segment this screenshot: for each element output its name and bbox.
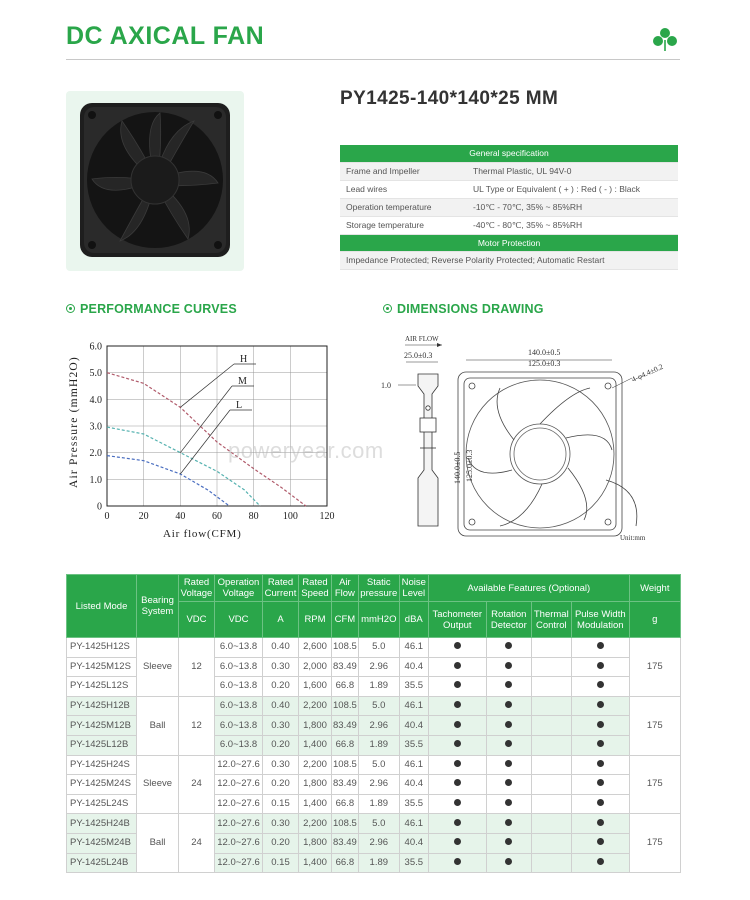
bullet-dot-icon [505,819,512,826]
unit-vdc: VDC [215,602,263,638]
legend-leader-H [180,364,234,407]
bullet-dot-icon [454,779,461,786]
cell-tachometer [428,657,486,677]
cell-pressure: 5.0 [358,755,399,775]
cell-thermal [531,853,571,873]
cell-pwm [571,677,629,697]
table-row [67,814,681,834]
cell-pressure: 1.89 [358,735,399,755]
bullet-dot-icon [454,740,461,747]
fan-front-view [458,372,637,536]
cell-airflow: 66.8 [332,735,359,755]
y-tick-label: 2.0 [89,448,102,460]
col-rated-current: Rated Current [263,575,299,602]
cell-op-voltage: 12.0~27.6 [215,833,263,853]
fan-side-view [418,374,438,526]
depth-dim: 25.0±0.3 [404,351,433,360]
cell-current: 0.20 [263,833,299,853]
spec-label: Operation temperature [340,198,467,216]
cell-speed: 1,600 [299,677,332,697]
x-tick-label: 20 [138,511,149,522]
table-row [67,696,681,716]
unit-dba: dBA [399,602,428,638]
cell-bearing: Ball [137,814,179,873]
y-tick-label: 0 [97,501,102,513]
cell-bearing: Ball [137,696,179,755]
cell-tachometer [428,833,486,853]
feature-tachometer: Tachometer Output [428,602,486,638]
cell-mode: PY-1425M12S [67,657,137,677]
cell-pwm [571,814,629,834]
cell-mode: PY-1425L24B [67,853,137,873]
cell-thermal [531,638,571,658]
cell-rotation [486,657,531,677]
cell-pwm [571,833,629,853]
bullet-dot-icon [454,642,461,649]
chart-grid [107,346,327,506]
bullet-dot-icon [597,642,604,649]
unit-label: Unit:mm [620,534,646,542]
cell-bearing: Sleeve [137,638,179,697]
spec-value: UL Type or Equivalent ( + ) : Red ( - ) : Black [467,180,678,198]
bullet-dot-icon [454,819,461,826]
cell-pwm [571,775,629,795]
cell-current: 0.15 [263,853,299,873]
cell-pressure: 2.96 [358,657,399,677]
cell-tachometer [428,638,486,658]
cell-pressure: 5.0 [358,814,399,834]
cell-pwm [571,794,629,814]
bullet-dot-icon [505,662,512,669]
hole-dim: 4-φ4.4±0.2 [630,361,665,384]
spec-value: -40℃ - 80℃, 35% ~ 85%RH [467,216,678,234]
cell-current: 0.30 [263,716,299,736]
cell-rotation [486,677,531,697]
series-line-L [107,456,229,506]
target-icon [66,304,75,313]
cell-speed: 1,800 [299,716,332,736]
cell-pressure: 5.0 [358,638,399,658]
cell-rotation [486,814,531,834]
unit-cfm: CFM [332,602,359,638]
bullet-dot-icon [597,799,604,806]
cell-thermal [531,794,571,814]
cell-op-voltage: 12.0~27.6 [215,794,263,814]
cell-current: 0.30 [263,657,299,677]
cell-mode: PY-1425L24S [67,794,137,814]
title-divider [66,59,680,60]
cell-pressure: 5.0 [358,696,399,716]
cell-thermal [531,814,571,834]
cell-rotation [486,755,531,775]
cell-pwm [571,755,629,775]
cell-noise: 35.5 [399,735,428,755]
product-model: PY1425-140*140*25 MM [340,88,559,109]
cell-pwm [571,853,629,873]
cell-pressure: 1.89 [358,677,399,697]
cell-noise: 35.5 [399,794,428,814]
bullet-dot-icon [505,721,512,728]
cell-noise: 46.1 [399,638,428,658]
performance-heading-label: PERFORMANCE CURVES [80,302,237,316]
cell-airflow: 66.8 [332,677,359,697]
dimensions-heading [383,302,544,316]
target-icon [383,304,392,313]
bullet-dot-icon [454,760,461,767]
cell-airflow: 108.5 [332,814,359,834]
cell-op-voltage: 12.0~27.6 [215,814,263,834]
bullet-dot-icon [597,858,604,865]
col-static-pressure: Static pressure [358,575,399,602]
cell-noise: 46.1 [399,696,428,716]
cell-noise: 35.5 [399,853,428,873]
feature-table [66,574,681,873]
cell-tachometer [428,696,486,716]
x-tick-label: 60 [212,511,222,522]
bullet-dot-icon [505,740,512,747]
cell-tachometer [428,814,486,834]
cell-tachometer [428,716,486,736]
cell-voltage: 12 [179,638,215,697]
cell-current: 0.30 [263,755,299,775]
cell-mode: PY-1425M24S [67,775,137,795]
cell-pressure: 1.89 [358,853,399,873]
x-tick-label: 80 [248,511,259,522]
cell-pwm [571,638,629,658]
cell-tachometer [428,775,486,795]
spec-label: Frame and Impeller [340,162,467,180]
col-weight: Weight [629,575,680,602]
cell-op-voltage: 12.0~27.6 [215,755,263,775]
col-features: Available Features (Optional) [428,575,629,602]
cell-mode: PY-1425H12S [67,638,137,658]
fan-photo-icon [66,91,244,271]
cell-rotation [486,833,531,853]
bullet-dot-icon [454,681,461,688]
cell-speed: 2,000 [299,657,332,677]
x-tick-label: 120 [319,511,335,522]
cell-pressure: 2.96 [358,833,399,853]
cell-speed: 2,200 [299,696,332,716]
airflow-label: AIR FLOW [405,335,439,343]
cell-weight: 175 [629,755,680,814]
cell-noise: 35.5 [399,677,428,697]
cell-airflow: 83.49 [332,657,359,677]
y-tick-label: 5.0 [89,368,102,380]
unit-vdc: VDC [179,602,215,638]
cell-thermal [531,735,571,755]
cell-op-voltage: 6.0~13.8 [215,677,263,697]
cell-tachometer [428,677,486,697]
cell-noise: 40.4 [399,833,428,853]
performance-heading [66,302,237,316]
bullet-dot-icon [505,681,512,688]
x-tick-label: 40 [175,511,186,522]
spec-label: Storage temperature [340,216,467,234]
page-title: DC AXICAL FAN [66,22,265,50]
bullet-dot-icon [505,701,512,708]
fan-photo [66,91,244,271]
cell-current: 0.20 [263,677,299,697]
cell-mode: PY-1425H12B [67,696,137,716]
cell-airflow: 83.49 [332,833,359,853]
cell-speed: 1,400 [299,794,332,814]
x-axis-label: Air flow(CFM) [163,528,242,540]
cell-airflow: 83.49 [332,775,359,795]
bullet-dot-icon [505,779,512,786]
bullet-dot-icon [597,819,604,826]
cell-noise: 40.4 [399,657,428,677]
feature-rotation: Rotation Detector [486,602,531,638]
cell-thermal [531,677,571,697]
spec-label: Lead wires [340,180,467,198]
cell-voltage: 12 [179,696,215,755]
col-listed-mode: Listed Mode [67,575,137,638]
cell-noise: 46.1 [399,755,428,775]
cell-airflow: 108.5 [332,696,359,716]
cell-current: 0.40 [263,638,299,658]
cell-voltage: 24 [179,755,215,814]
spec-value: -10℃ - 70℃, 35% ~ 85%RH [467,198,678,216]
cell-weight: 175 [629,696,680,755]
hole-spacing-dim: 125.0±0.3 [528,359,561,368]
dimensions-heading-label: DIMENSIONS DRAWING [397,302,544,316]
spec-motor-text: Impedance Protected; Reverse Polarity Protected; Automatic Restart [340,251,678,269]
cell-pwm [571,696,629,716]
cell-current: 0.40 [263,696,299,716]
cell-pwm [571,657,629,677]
bullet-dot-icon [505,642,512,649]
cell-rotation [486,735,531,755]
cell-weight: 175 [629,638,680,697]
cell-speed: 2,600 [299,638,332,658]
cell-rotation [486,696,531,716]
legend-label-H: H [240,354,248,365]
bullet-dot-icon [597,701,604,708]
cell-pressure: 1.89 [358,794,399,814]
cell-thermal [531,775,571,795]
cell-op-voltage: 6.0~13.8 [215,716,263,736]
bullet-dot-icon [505,838,512,845]
bullet-dot-icon [597,779,604,786]
cell-mode: PY-1425M12B [67,716,137,736]
unit-a: A [263,602,299,638]
flange-dim: 1.0 [381,381,391,390]
cell-thermal [531,657,571,677]
y-tick-label: 3.0 [89,421,102,433]
cell-rotation [486,794,531,814]
cell-tachometer [428,794,486,814]
clover-logo-icon [650,26,680,52]
legend-label-L: L [236,400,243,411]
cell-tachometer [428,735,486,755]
col-noise: Noise Level [399,575,428,602]
bullet-dot-icon [505,858,512,865]
cell-mode: PY-1425L12B [67,735,137,755]
y-tick-label: 4.0 [89,394,102,406]
y-axis-label: Air Pressure (mmH2O) [68,356,80,488]
feature-thermal: Thermal Control [531,602,571,638]
cell-current: 0.20 [263,735,299,755]
cell-pwm [571,735,629,755]
cell-current: 0.15 [263,794,299,814]
cell-noise: 40.4 [399,716,428,736]
col-operation-voltage: Operation Voltage [215,575,263,602]
cell-op-voltage: 12.0~27.6 [215,775,263,795]
cell-weight: 175 [629,814,680,873]
cell-mode: PY-1425H24S [67,755,137,775]
outer-dim-vertical: 140.0±0.5 [453,451,462,484]
bullet-dot-icon [454,838,461,845]
cell-speed: 2,200 [299,755,332,775]
hole-spacing-dim-vertical: 125.0±0.3 [465,449,474,482]
table-row [67,755,681,775]
cell-op-voltage: 6.0~13.8 [215,638,263,658]
col-rated-voltage: Rated Voltage [179,575,215,602]
cell-tachometer [428,853,486,873]
dimensions-drawing [380,330,680,545]
y-tick-label: 6.0 [89,341,102,353]
watermark: poweryear.com [228,438,384,463]
cell-tachometer [428,755,486,775]
col-bearing: Bearing System [137,575,179,638]
bullet-dot-icon [597,838,604,845]
cell-noise: 46.1 [399,814,428,834]
bullet-dot-icon [454,858,461,865]
cell-rotation [486,716,531,736]
bullet-dot-icon [597,740,604,747]
table-row [67,638,681,658]
legend-leader-M [180,386,232,453]
spec-value: Thermal Plastic, UL 94V-0 [467,162,678,180]
cell-mode: PY-1425H24B [67,814,137,834]
bullet-dot-icon [454,701,461,708]
legend-label-M: M [238,376,247,387]
bullet-dot-icon [505,760,512,767]
unit-g: g [629,602,680,638]
x-tick-label: 0 [104,511,110,522]
cell-bearing: Sleeve [137,755,179,814]
cell-rotation [486,638,531,658]
cell-airflow: 108.5 [332,755,359,775]
cell-speed: 1,800 [299,775,332,795]
col-rated-speed: Rated Speed [299,575,332,602]
cell-speed: 2,200 [299,814,332,834]
unit-rpm: RPM [299,602,332,638]
y-tick-label: 1.0 [89,474,102,486]
cell-op-voltage: 6.0~13.8 [215,657,263,677]
cell-voltage: 24 [179,814,215,873]
feature-pwm: Pulse Width Modulation [571,602,629,638]
spec-general-header: General specification [340,145,678,162]
legend-leader-L [180,410,230,474]
cell-thermal [531,833,571,853]
x-tick-label: 100 [282,511,298,522]
cell-rotation [486,775,531,795]
col-air-flow: Air Flow [332,575,359,602]
cell-rotation [486,853,531,873]
bullet-dot-icon [454,799,461,806]
spec-table [340,145,678,270]
cell-airflow: 66.8 [332,853,359,873]
bullet-dot-icon [597,760,604,767]
cell-op-voltage: 6.0~13.8 [215,735,263,755]
cell-pwm [571,716,629,736]
cell-noise: 40.4 [399,775,428,795]
cell-thermal [531,696,571,716]
cell-speed: 1,400 [299,735,332,755]
cell-airflow: 66.8 [332,794,359,814]
cell-speed: 1,400 [299,853,332,873]
cell-current: 0.30 [263,814,299,834]
spec-motor-header: Motor Protection [340,234,678,251]
bullet-dot-icon [597,662,604,669]
cell-pressure: 2.96 [358,775,399,795]
cell-pressure: 2.96 [358,716,399,736]
cell-current: 0.20 [263,775,299,795]
bullet-dot-icon [597,721,604,728]
cell-thermal [531,755,571,775]
bullet-dot-icon [454,662,461,669]
cell-op-voltage: 6.0~13.8 [215,696,263,716]
bullet-dot-icon [505,799,512,806]
cell-mode: PY-1425M24B [67,833,137,853]
cell-thermal [531,716,571,736]
cell-airflow: 108.5 [332,638,359,658]
cell-mode: PY-1425L12S [67,677,137,697]
bullet-dot-icon [597,681,604,688]
cell-speed: 1,800 [299,833,332,853]
unit-mmh2o: mmH2O [358,602,399,638]
cell-airflow: 83.49 [332,716,359,736]
outer-dim: 140.0±0.5 [528,348,561,357]
bullet-dot-icon [454,721,461,728]
cell-op-voltage: 12.0~27.6 [215,853,263,873]
